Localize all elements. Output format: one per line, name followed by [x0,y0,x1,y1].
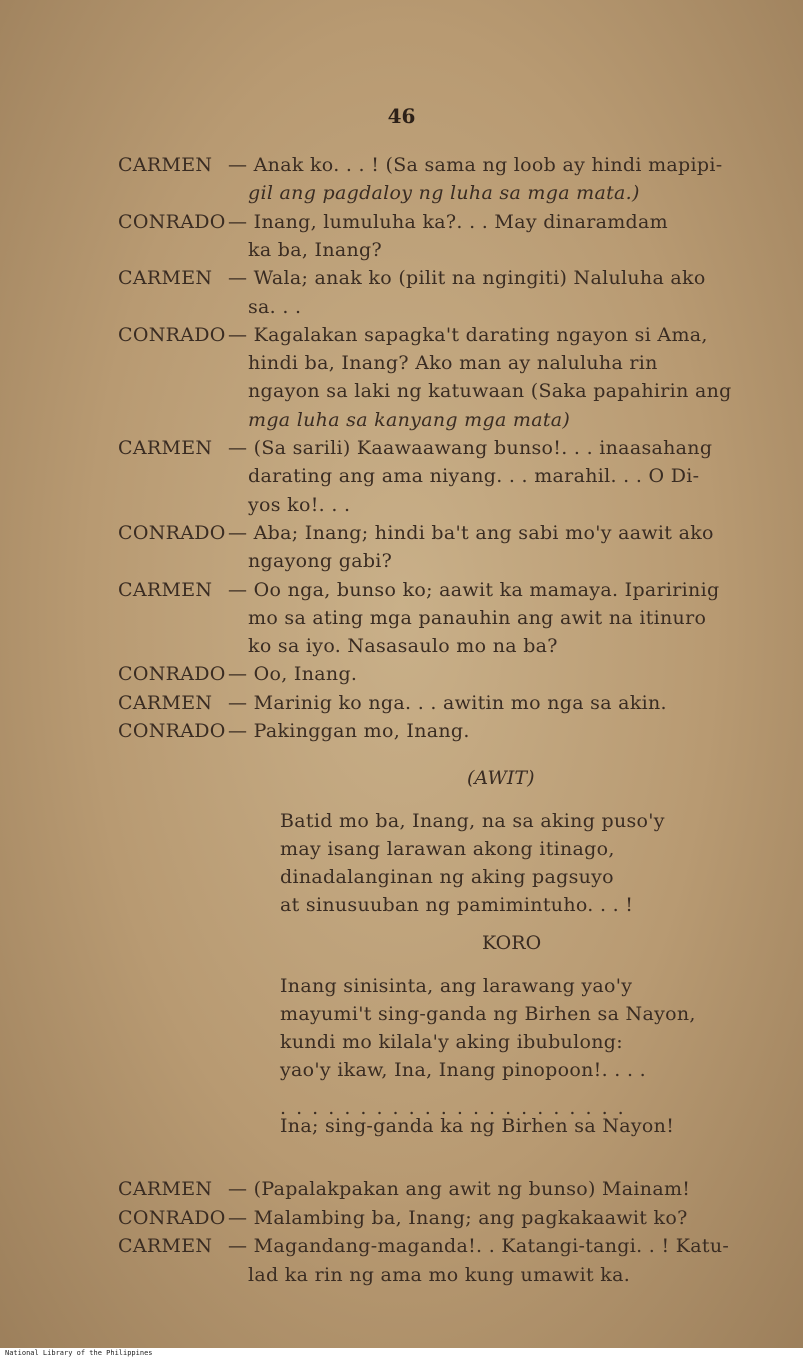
dialogue-line-text: ngayong gabi? [248,550,393,573]
dialogue-line-speaker: CONRADO [118,720,226,742]
dialogue-line-speaker: CARMEN [118,154,213,176]
dialogue-line-text: — (Sa sarili) Kaawaawang bunso!. . . inaasahang [228,437,713,459]
dialogue-line-speaker: CONRADO [118,521,226,544]
dialogue-line-text: ko sa iyo. Nasasaulo mo na ba? [248,635,558,658]
dialogue-line-speaker: CONRADO [118,323,226,346]
dialogue-line-text: ngayon sa laki ng katuwaan (Saka papahirin ang [248,380,732,403]
dialogue-line-text: ka ba, Inang? [248,238,383,261]
dialogue-line-speaker: CARMEN [118,437,213,459]
dialogue-line-text: gil ang pagdaloy ng luha sa mga mata.) [248,182,640,205]
dialogue-after-line-speaker: CARMEN [118,1235,213,1257]
dialogue-after-line-speaker: CARMEN [118,1178,213,1200]
verse-line: at sinusuuban ng pamimintuho. . . ! [280,894,634,916]
dialogue-line-speaker: CONRADO [118,210,226,233]
chorus-line: kundi mo kilala'y aking ibubulong: [280,1031,623,1053]
song-title: (AWIT) [467,767,535,789]
dialogue-after-line-text: — Magandang-maganda!. . Katangi-tangi. . ! Katu- [228,1235,730,1257]
dialogue-line-text: — Inang, lumuluha ka?. . . May dinaramdam [228,210,668,233]
chorus-line: yao'y ikaw, Ina, Inang pinopoon!. . . . [280,1059,646,1081]
dialogue-line-text: darating ang ama niyang. . . marahil. . . O Di- [248,465,700,488]
dialogue-after-line-speaker: CONRADO [118,1206,226,1229]
dialogue-line-speaker: CARMEN [118,578,213,601]
verse-line: may isang larawan akong itinago, [280,838,615,860]
dialogue-line-text: — Anak ko. . . ! (Sa sama ng loob ay hindi mapipi- [228,154,723,176]
dialogue-line-text: — Oo, Inang. [228,663,358,686]
page-number: 46 [387,104,416,128]
library-footer: National Library of the Philippines [2,1349,156,1357]
dialogue-after-line-text: — Malambing ba, Inang; ang pagkakaawit ko? [228,1206,688,1229]
dialogue-line-text: — Aba; Inang; hindi ba't ang sabi mo'y aawit ako [228,521,714,544]
dialogue-line-text: yos ko!. . . [248,493,351,516]
dialogue-line-text: — Kagalakan sapagka't darating ngayon si Ama, [228,323,708,346]
dialogue-line-text: hindi ba, Inang? Ako man ay naluluha rin [248,352,658,375]
dialogue-after-line-text: — (Papalakpakan ang awit ng bunso) Mainam! [228,1178,691,1200]
dialogue-line-text: — Wala; anak ko (pilit na ngingiti) Naluluha ako [228,267,706,290]
dialogue-line-text: sa. . . [248,295,302,318]
chorus-title: KORO [482,932,542,954]
dialogue-line-speaker: CARMEN [118,267,213,290]
dialogue-line-text: mga luha sa kanyang mga mata) [248,408,571,431]
dialogue-line-text: — Marinig ko nga. . . awitin mo nga sa akin. [228,691,667,714]
dialogue-line-text: — Pakinggan mo, Inang. [228,720,470,742]
dialogue-line-text: mo sa ating mga panauhin ang awit na itinuro [248,606,707,629]
chorus-line: mayumi't sing-ganda ng Birhen sa Nayon, [280,1003,696,1025]
dialogue-line-text: — Oo nga, bunso ko; aawit ka mamaya. Iparirinig [228,578,720,601]
chorus-end: Ina; sing-ganda ka ng Birhen sa Nayon! [280,1115,675,1137]
dialogue-line-speaker: CARMEN [118,691,213,714]
chorus-line: Inang sinisinta, ang larawang yao'y [280,975,633,997]
verse-line: Batid mo ba, Inang, na sa aking puso'y [280,810,665,832]
dialogue-line-speaker: CONRADO [118,663,226,686]
dots-separator: . . . . . . . . . . . . . . . . . . . . . . [280,1097,626,1119]
dialogue-after-line-text: lad ka rin ng ama mo kung umawit ka. [248,1263,631,1286]
verse-line: dinadalanginan ng aking pagsuyo [280,866,614,888]
